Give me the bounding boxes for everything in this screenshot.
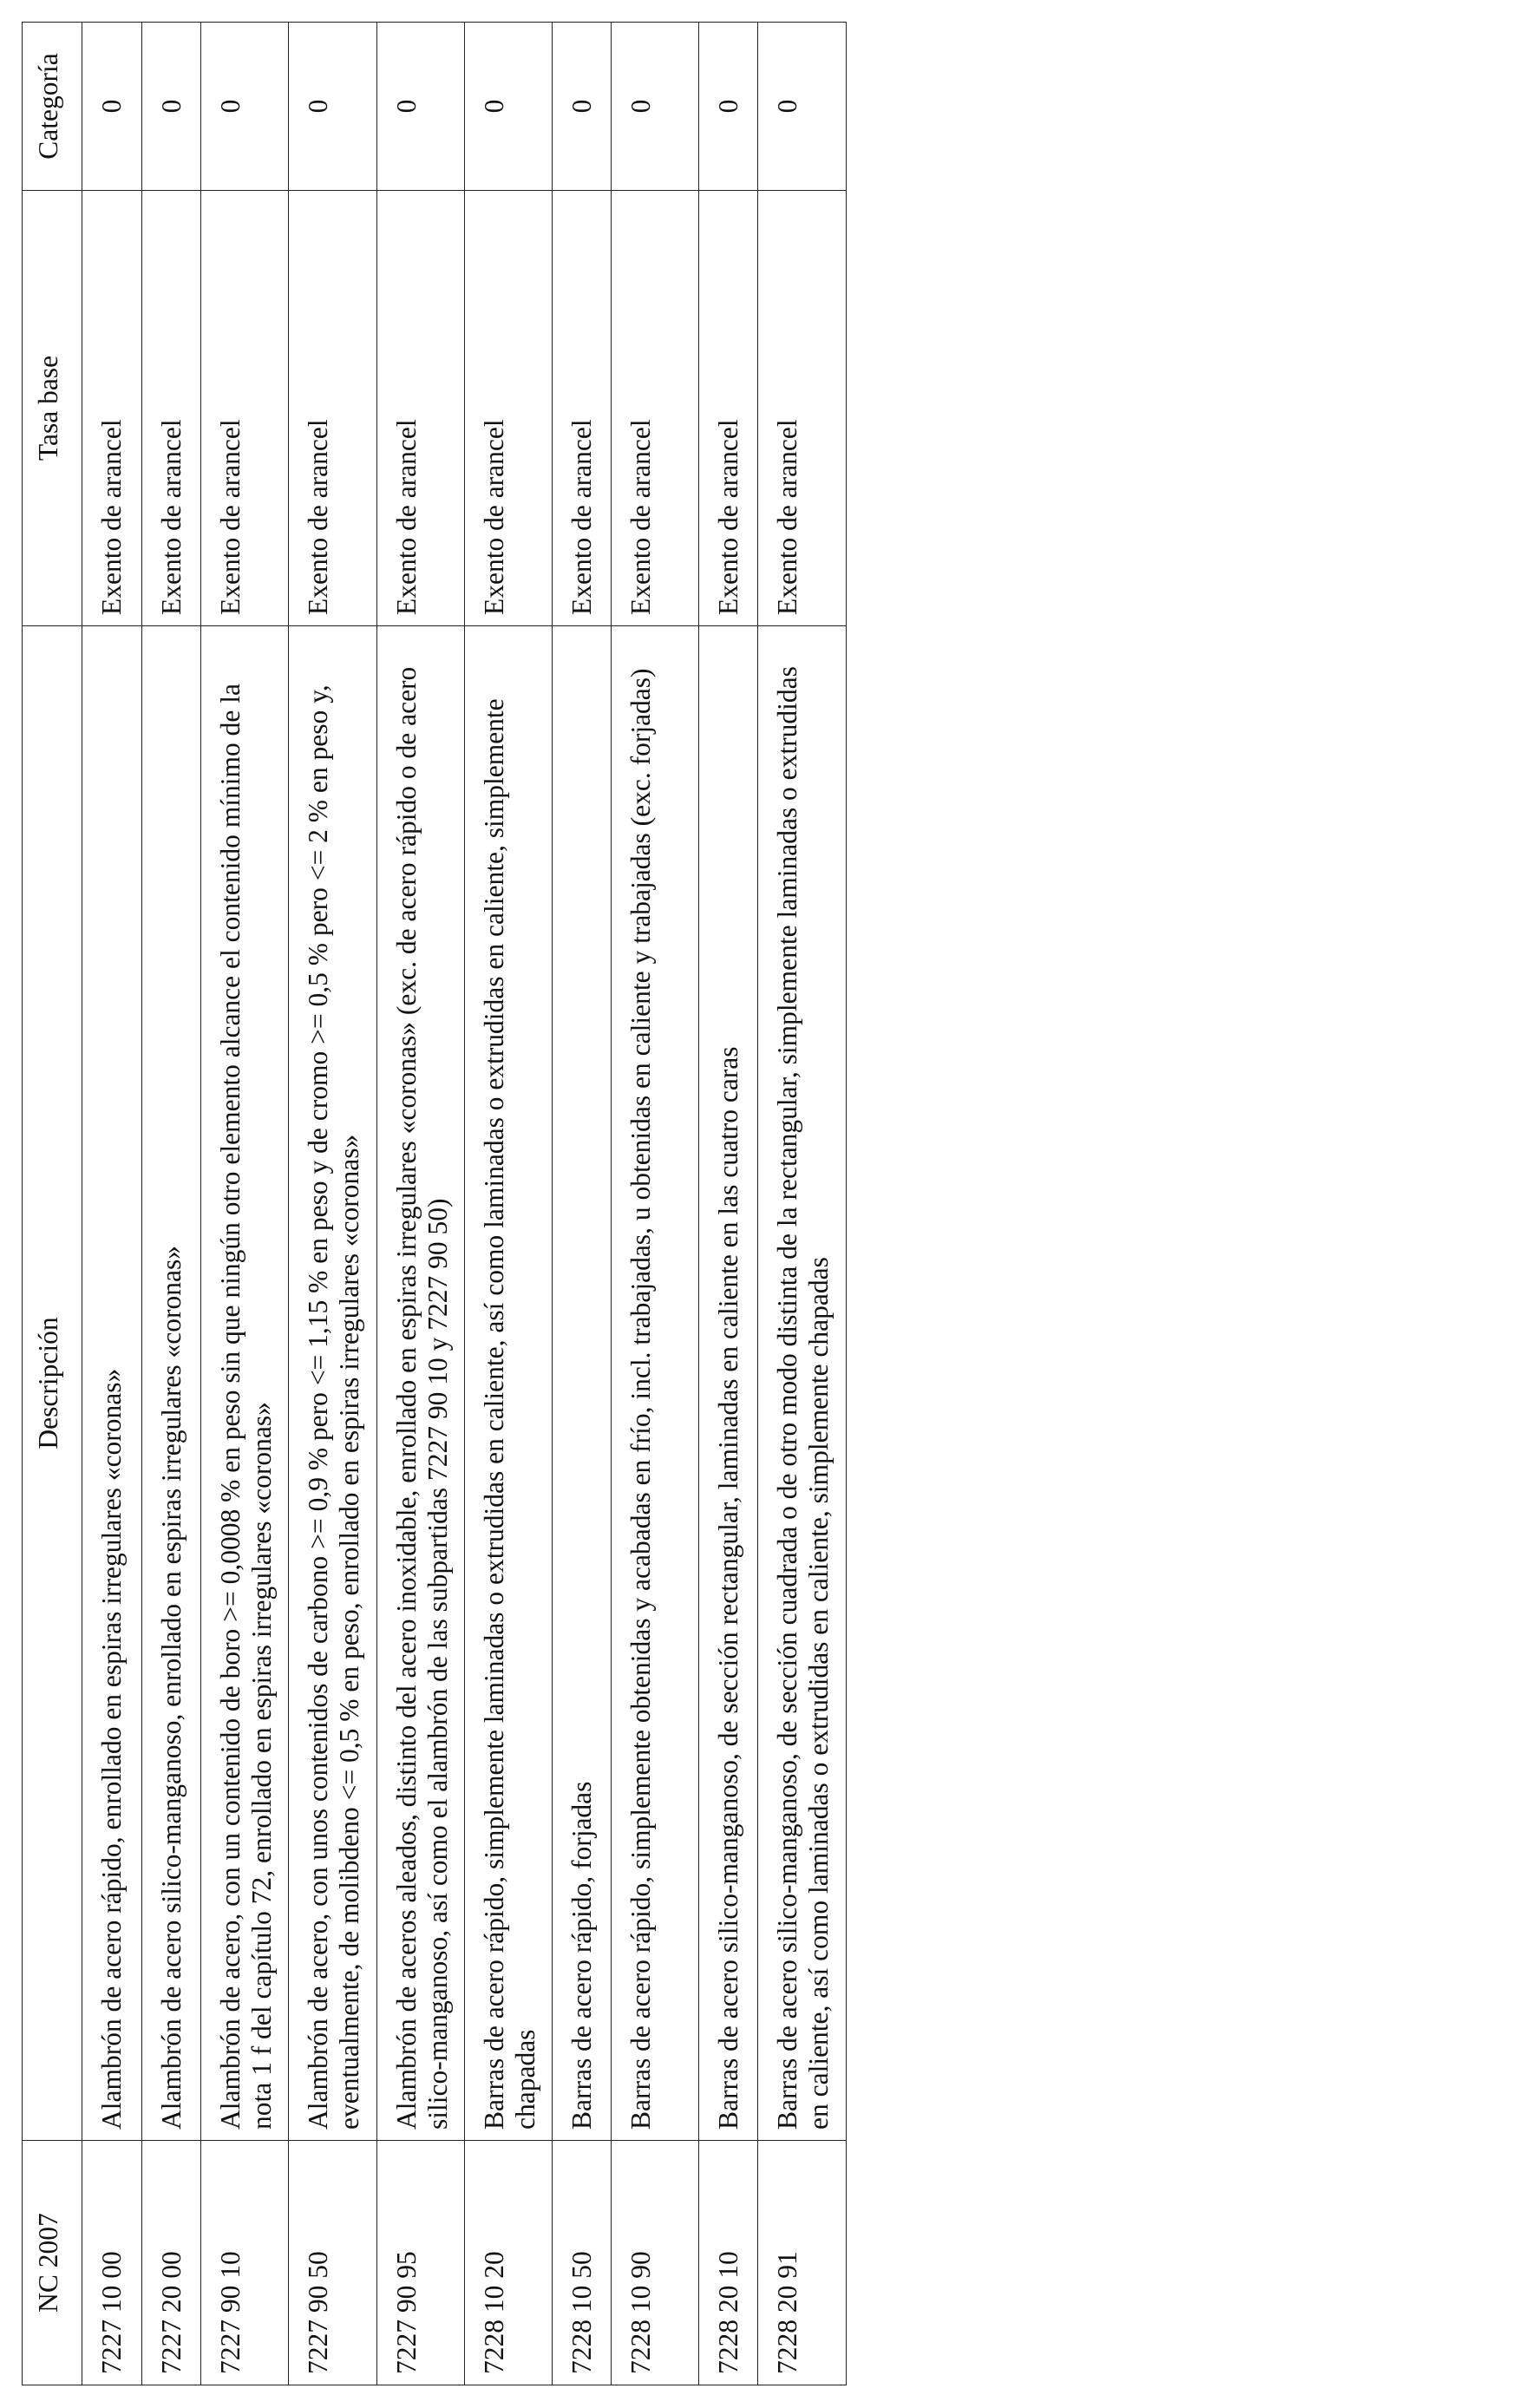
category-cell: 0 <box>758 23 847 191</box>
base-rate-cell: Exento de arancel <box>377 191 465 626</box>
table-row <box>758 23 847 2385</box>
table-row <box>465 23 553 2385</box>
base-rate-cell: Exento de arancel <box>612 191 699 626</box>
description-cell: Alambrón de acero, con un contenido de boro >= 0,0008 % en peso sin que ningún otro elemento alcance el contenido mínimo de la nota 1 f del capítulo 72, enrollado en espiras irregulares «coronas» <box>201 626 289 2141</box>
tariff-table <box>22 22 847 2385</box>
category-cell: 0 <box>465 23 553 191</box>
nc-code-cell: 7227 90 50 <box>289 2141 377 2385</box>
table-row <box>289 23 377 2385</box>
table-row <box>612 23 699 2385</box>
description-cell: Alambrón de acero rápido, enrollado en espiras irregulares «coronas» <box>82 626 142 2141</box>
category-cell: 0 <box>553 23 612 191</box>
base-rate-cell: Exento de arancel <box>465 191 553 626</box>
header-category: Categoría <box>23 23 82 191</box>
nc-code-cell: 7227 10 00 <box>82 2141 142 2385</box>
base-rate-cell: Exento de arancel <box>699 191 758 626</box>
base-rate-cell: Exento de arancel <box>553 191 612 626</box>
description-cell: Barras de acero rápido, simplemente obtenidas y acabadas en frío, incl. trabajadas, u obtenidas en caliente y trabajadas (exc. forjadas) <box>612 626 699 2141</box>
description-cell: Barras de acero silico-manganoso, de sección rectangular, laminadas en caliente en las cuatro caras <box>699 626 758 2141</box>
nc-code-cell: 7227 90 10 <box>201 2141 289 2385</box>
nc-code-cell: 7228 20 91 <box>758 2141 847 2385</box>
table-row <box>142 23 201 2385</box>
base-rate-cell: Exento de arancel <box>142 191 201 626</box>
description-cell: Alambrón de aceros aleados, distinto del acero inoxidable, enrollado en espiras irregulares «coronas» (exc. de acero rápido o de acero silico-manganoso, así como el alambrón de las subpartidas 7227 90 10 y 7227 90 50) <box>377 626 465 2141</box>
category-cell: 0 <box>612 23 699 191</box>
table-row <box>82 23 142 2385</box>
header-nc: NC 2007 <box>23 2141 82 2385</box>
nc-code-cell: 7228 10 90 <box>612 2141 699 2385</box>
table-row <box>553 23 612 2385</box>
header-description: Descripción <box>23 626 82 2141</box>
base-rate-cell: Exento de arancel <box>201 191 289 626</box>
category-cell: 0 <box>82 23 142 191</box>
base-rate-cell: Exento de arancel <box>82 191 142 626</box>
base-rate-cell: Exento de arancel <box>289 191 377 626</box>
table-row <box>201 23 289 2385</box>
category-cell: 0 <box>377 23 465 191</box>
nc-code-cell: 7228 20 10 <box>699 2141 758 2385</box>
header-row <box>23 23 82 2385</box>
description-cell: Barras de acero rápido, simplemente laminadas o extrudidas en caliente, así como laminadas o extrudidas en caliente, simplemente chapadas <box>465 626 553 2141</box>
description-cell: Barras de acero rápido, forjadas <box>553 626 612 2141</box>
category-cell: 0 <box>201 23 289 191</box>
description-cell: Alambrón de acero, con unos contenidos de carbono >= 0,9 % pero <= 1,15 % en peso y de cromo >= 0,5 % pero <= 2 % en peso y, eventualmente, de molibdeno <= 0,5 % en peso, enrollado en espiras irregulares «coronas» <box>289 626 377 2141</box>
table-row <box>699 23 758 2385</box>
category-cell: 0 <box>699 23 758 191</box>
nc-code-cell: 7228 10 20 <box>465 2141 553 2385</box>
header-base-rate: Tasa base <box>23 191 82 626</box>
category-cell: 0 <box>142 23 201 191</box>
table-row <box>377 23 465 2385</box>
category-cell: 0 <box>289 23 377 191</box>
nc-code-cell: 7227 20 00 <box>142 2141 201 2385</box>
nc-code-cell: 7227 90 95 <box>377 2141 465 2385</box>
nc-code-cell: 7228 10 50 <box>553 2141 612 2385</box>
description-cell: Alambrón de acero silico-manganoso, enrollado en espiras irregulares «coronas» <box>142 626 201 2141</box>
table-body <box>82 23 847 2385</box>
base-rate-cell: Exento de arancel <box>758 191 847 626</box>
description-cell: Barras de acero silico-manganoso, de sección cuadrada o de otro modo distinta de la rectangular, simplemente laminadas o extrudidas en caliente, así como laminadas o extrudidas en caliente, simplemente chapadas <box>758 626 847 2141</box>
